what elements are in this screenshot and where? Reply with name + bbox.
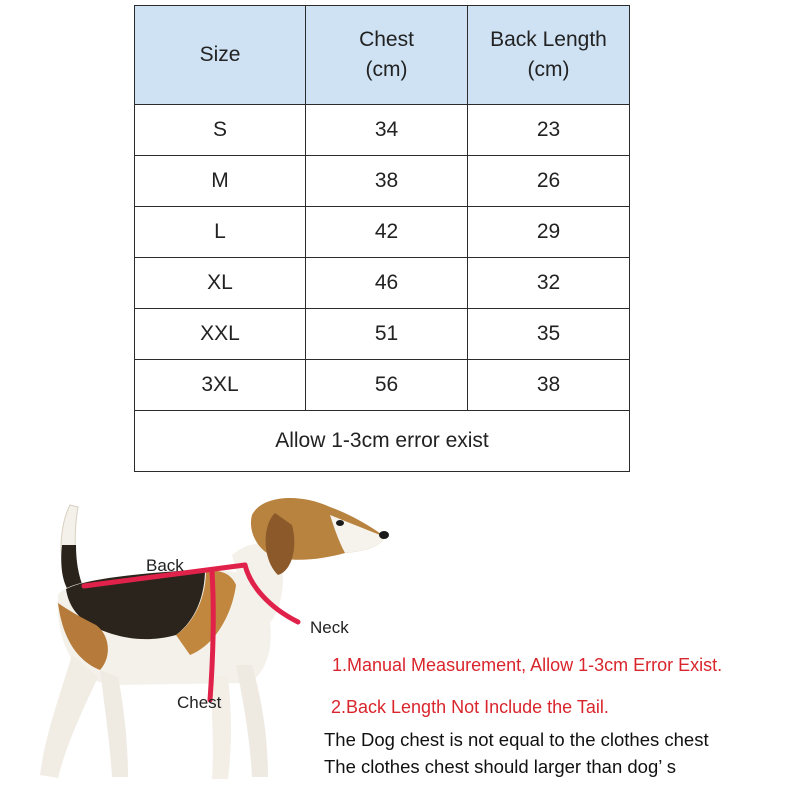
table-row — [135, 309, 630, 360]
table-row — [135, 360, 630, 411]
back-label: Back — [146, 556, 184, 575]
header-size — [135, 6, 306, 105]
header-back-length-label: Back Length — [490, 28, 607, 51]
table-note-row — [135, 411, 630, 472]
size-cell: XXL — [135, 309, 306, 360]
beagle-illustration — [0, 485, 400, 800]
dog-measurement-diagram — [0, 485, 800, 800]
chest-cell: 38 — [306, 156, 468, 207]
note-clothes-chest-larger: The clothes chest should larger than dog’ s — [324, 756, 677, 777]
back-length-cell: 38 — [468, 360, 630, 411]
table-note: Allow 1-3cm error exist — [135, 411, 630, 472]
header-chest-label: Chest — [359, 28, 414, 51]
note-manual-measurement: 1.Manual Measurement, Allow 1-3cm Error Exist. — [332, 655, 723, 675]
chest-cell: 34 — [306, 105, 468, 156]
note-chest-not-equal: The Dog chest is not equal to the clothes chest — [324, 729, 709, 750]
note-back-length-tail: 2.Back Length Not Include the Tail. — [331, 697, 609, 717]
back-length-cell: 29 — [468, 207, 630, 258]
chest-label: Chest — [177, 693, 222, 712]
chest-cell: 51 — [306, 309, 468, 360]
neck-label: Neck — [310, 618, 349, 637]
chest-cell: 42 — [306, 207, 468, 258]
header-chest-unit: (cm) — [365, 58, 408, 81]
table-row — [135, 207, 630, 258]
chest-cell: 56 — [306, 360, 468, 411]
size-cell: 3XL — [135, 360, 306, 411]
size-cell: XL — [135, 258, 306, 309]
table-row — [135, 105, 630, 156]
header-back-length — [468, 6, 630, 105]
back-length-cell: 23 — [468, 105, 630, 156]
table-row — [135, 258, 630, 309]
back-length-cell: 35 — [468, 309, 630, 360]
chest-cell: 46 — [306, 258, 468, 309]
size-chart-table — [134, 5, 630, 472]
table-header-row — [135, 6, 630, 105]
size-cell: L — [135, 207, 306, 258]
table-row — [135, 156, 630, 207]
size-cell: S — [135, 105, 306, 156]
header-chest — [306, 6, 468, 105]
back-length-cell: 32 — [468, 258, 630, 309]
back-length-cell: 26 — [468, 156, 630, 207]
header-back-length-unit: (cm) — [527, 58, 570, 81]
size-cell: M — [135, 156, 306, 207]
header-size-label: Size — [199, 43, 241, 66]
